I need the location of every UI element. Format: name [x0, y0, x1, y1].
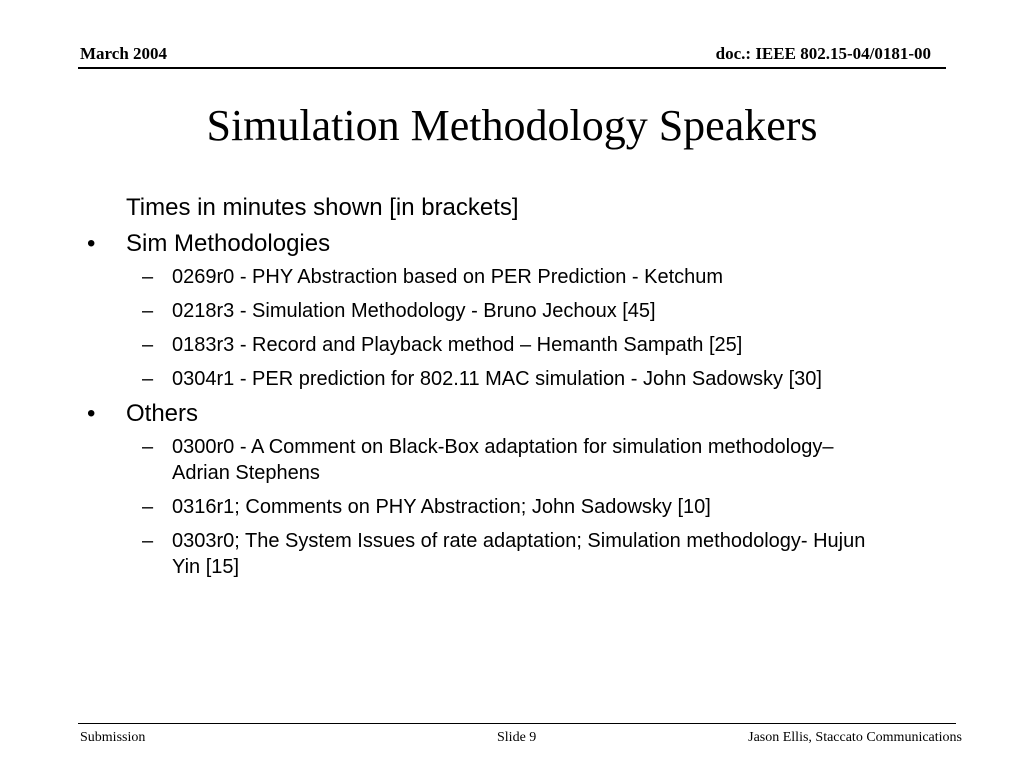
bullet-icon: • [87, 400, 96, 427]
bullet-item [84, 230, 914, 258]
sub-list [84, 264, 914, 392]
footer-divider [78, 723, 956, 724]
dash-icon: – [142, 530, 154, 552]
header-date: March 2004 [80, 44, 168, 63]
slide-title: Simulation Methodology Speakers [206, 101, 818, 150]
dash-icon: – [142, 334, 154, 356]
sub-item-text: 0303r0; The System Issues of rate adaptation; Simulation methodology- Hujun Yin [15] [172, 530, 866, 578]
sub-list [84, 434, 914, 580]
footer-author: Jason Ellis, Staccato Communications [748, 730, 962, 745]
section-others [84, 400, 914, 580]
sub-item [142, 494, 914, 520]
footer-slide-number: Slide 9 [497, 730, 537, 745]
sub-item [142, 434, 914, 486]
sub-item-text: 0218r3 - Simulation Methodology - Bruno Jechoux [45] [172, 300, 656, 322]
dash-icon: – [142, 368, 154, 390]
dash-icon: – [142, 266, 154, 288]
sub-item [142, 298, 914, 324]
sub-item-text: 0269r0 - PHY Abstraction based on PER Prediction - Ketchum [172, 266, 724, 288]
sub-item-text: 0316r1; Comments on PHY Abstraction; John Sadowsky [10] [172, 496, 711, 518]
sub-item [142, 528, 914, 580]
sub-item-text: 0183r3 - Record and Playback method – Hemanth Sampath [25] [172, 334, 743, 356]
slide-body [84, 194, 914, 588]
dash-icon: – [142, 436, 154, 458]
sub-item [142, 264, 914, 290]
sub-item [142, 366, 914, 392]
bullet-item [84, 400, 914, 428]
section-heading: Sim Methodologies [126, 230, 331, 257]
dash-icon: – [142, 496, 154, 518]
section-heading: Others [126, 400, 199, 427]
sub-item [142, 332, 914, 358]
intro-text: Times in minutes shown [in brackets] [126, 194, 519, 221]
header-doc-id: doc.: IEEE 802.15-04/0181-00 [715, 44, 931, 63]
dash-icon: – [142, 300, 154, 322]
footer-submission: Submission [80, 730, 146, 745]
section-sim-methodologies [84, 230, 914, 392]
header-divider [78, 67, 946, 69]
sub-item-text: 0304r1 - PER prediction for 802.11 MAC simulation - John Sadowsky [30] [172, 368, 822, 390]
sub-item-text: 0300r0 - A Comment on Black-Box adaptation for simulation methodology– Adrian Stephens [172, 436, 834, 484]
bullet-icon: • [87, 230, 96, 257]
